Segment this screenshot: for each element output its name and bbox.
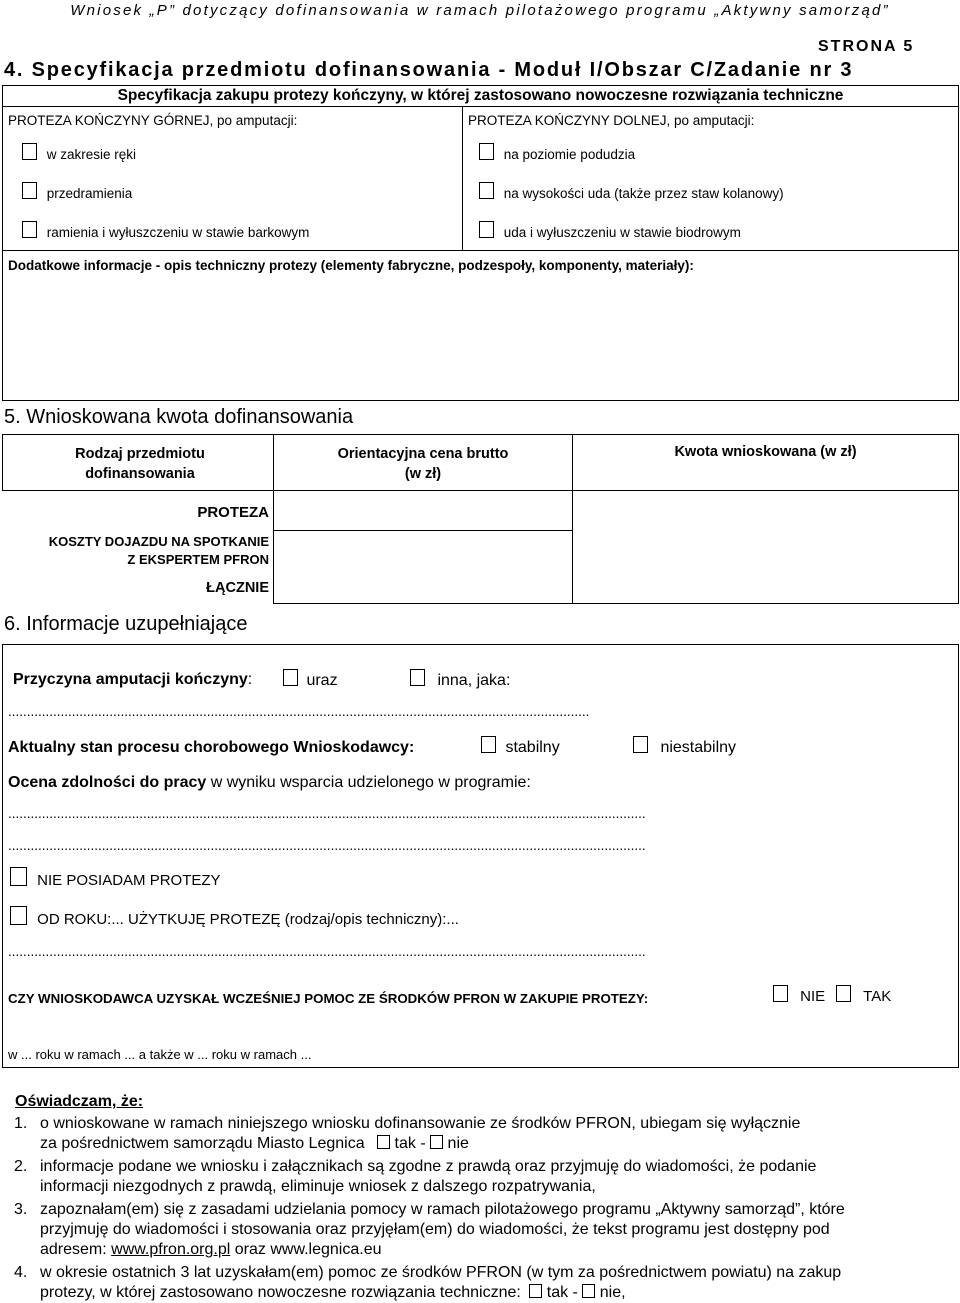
work-ability-dots-1[interactable]: .......................................................................................................................................................................... bbox=[8, 806, 646, 821]
amount-right-border bbox=[958, 434, 959, 604]
checkbox[interactable] bbox=[773, 985, 788, 1002]
row-prosthesis: PROTEZA bbox=[197, 504, 269, 521]
checkbox[interactable] bbox=[836, 985, 851, 1002]
section5-title: 5. Wnioskowana kwota dofinansowania bbox=[4, 406, 354, 428]
amount-bottom-line bbox=[273, 603, 959, 604]
checkbox[interactable] bbox=[10, 906, 27, 925]
amputation-cause-row: Przyczyna amputacji kończyny: bbox=[13, 671, 253, 688]
checkbox[interactable] bbox=[582, 1284, 595, 1298]
checkbox[interactable] bbox=[22, 221, 37, 238]
pfron-no-option[interactable]: NIE bbox=[773, 985, 825, 1005]
declaration-item-4: 4. w okresie ostatnich 3 lat uzyskałam(em) pomoc ze środków PFRON (w tym za pośrednictwem powiatu) na zakup protezy, w której zastosowano nowoczesne rozwiązania techniczne: tak - nie, bbox=[14, 1264, 842, 1301]
lower-option-shin[interactable]: na poziomie podudzia bbox=[479, 143, 635, 162]
stable-option[interactable]: stabilny bbox=[481, 736, 560, 757]
spec-subtitle: Specyfikacja zakupu protezy kończyny, w której zastosowano nowoczesne rozwiązania techniczne bbox=[117, 87, 844, 104]
checkbox[interactable] bbox=[479, 182, 494, 199]
lower-option-thigh[interactable]: na wysokości uda (także przez staw kolanowy) bbox=[479, 182, 784, 201]
col-type-header: Rodzaj przedmiotu dofinansowania bbox=[75, 446, 205, 482]
col-price-header: Orientacyjna cena brutto (w zł) bbox=[337, 446, 509, 482]
cause-other-dots[interactable]: ........................................................................................................................................................... bbox=[8, 704, 590, 719]
checkbox[interactable] bbox=[479, 221, 494, 238]
section4-title: 4. Specyfikacja przedmiotu dofinansowania - Moduł I/Obszar C/Zadanie nr 3 bbox=[4, 59, 854, 81]
unstable-option[interactable]: niestabilny bbox=[633, 736, 736, 757]
checkbox[interactable] bbox=[283, 669, 298, 686]
disease-state-label: Aktualny stan procesu chorobowego Wnioskodawcy: bbox=[8, 739, 415, 756]
pfron-yes-option[interactable]: TAK bbox=[836, 985, 891, 1005]
no-prosthesis-option[interactable]: NIE POSIADAM PROTEZY bbox=[10, 867, 221, 889]
previous-aid-line[interactable]: w ... roku w ramach ... a także w ... roku w ramach ... bbox=[8, 1047, 312, 1062]
checkbox[interactable] bbox=[479, 143, 494, 160]
cause-other-option[interactable]: inna, jaka: bbox=[410, 669, 510, 690]
pfron-question: CZY WNIOSKODAWCA UZYSKAŁ WCZEŚNIEJ POMOC ZE ŚRODKÓW PFRON W ZAKUPIE PROTEZY: bbox=[8, 991, 649, 1006]
since-year-option[interactable]: OD ROKU:... UŻYTKUJĘ PROTEZĘ (rodzaj/opis techniczny):... bbox=[10, 906, 459, 928]
declaration-item-3: 3. zapoznałam(em) się z zasadami udzielania pomocy w ramach pilotażowego programu „Aktywny samorząd”, które przyjmuję do wiadomości i stosowania oraz przyjęłam(em) do wiadomości, że tekst programu jest dostępny pod adresem: www.pfron.org.pl oraz www.legnica.eu bbox=[14, 1201, 845, 1258]
page-label: STRONA 5 bbox=[818, 38, 915, 55]
upper-limb-heading: PROTEZA KOŃCZYNY GÓRNEJ, po amputacji: bbox=[8, 113, 298, 128]
checkbox[interactable] bbox=[22, 143, 37, 160]
lower-limb-heading: PROTEZA KOŃCZYNY DOLNEJ, po amputacji: bbox=[468, 113, 755, 128]
checkbox[interactable] bbox=[377, 1135, 390, 1149]
declaration-item-2: 2. informacje podane we wniosku i załącznikach są zgodne z prawdą oraz przyjmuję do wiadomości, że podanie informacji niezgodnych z prawdą, eliminuje wniosek z dalszego rozpatrywania, bbox=[14, 1158, 817, 1195]
checkbox[interactable] bbox=[481, 736, 496, 753]
checkbox[interactable] bbox=[633, 736, 648, 753]
spec-col-divider bbox=[462, 106, 463, 250]
prosthesis-desc-dots[interactable]: .......................................................................................................................................................................... bbox=[8, 944, 646, 959]
pfron-link[interactable]: www.pfron.org.pl bbox=[111, 1241, 231, 1258]
amount-row-line bbox=[273, 530, 573, 531]
additional-info-field[interactable] bbox=[8, 278, 953, 396]
running-header: Wniosek „P” dotyczący dofinansowania w ramach pilotażowego programu „Aktywny samorząd” bbox=[70, 2, 890, 19]
col-amount-header: Kwota wnioskowana (w zł) bbox=[674, 444, 857, 460]
upper-option-arm[interactable]: ramienia i wyłuszczeniu w stawie barkowym bbox=[22, 221, 309, 240]
cause-injury-option[interactable]: uraz bbox=[283, 669, 338, 690]
work-ability-label: Ocena zdolności do pracy w wyniku wsparcia udzielonego w programie: bbox=[8, 774, 531, 791]
spec-row-line-1 bbox=[2, 106, 959, 107]
declaration-item-1: 1. o wnioskowane w ramach niniejszego wniosku dofinansowanie ze środków PFRON, ubiegam się wyłącznie za pośrednictwem samorządu Miasto Legnica tak - nie bbox=[14, 1115, 801, 1152]
additional-info-label: Dodatkowe informacje - opis techniczny protezy (elementy fabryczne, podzespoły, komponenty, materiały): bbox=[8, 258, 694, 273]
checkbox[interactable] bbox=[22, 182, 37, 199]
lower-option-hip[interactable]: uda i wyłuszczeniu w stawie biodrowym bbox=[479, 221, 741, 240]
spec-row-line-2 bbox=[2, 250, 959, 251]
declaration-title: Oświadczam, że: bbox=[15, 1093, 144, 1110]
checkbox[interactable] bbox=[430, 1135, 443, 1149]
upper-option-forearm[interactable]: przedramienia bbox=[22, 182, 132, 201]
row-total: ŁĄCZNIE bbox=[206, 580, 269, 596]
work-ability-dots-2[interactable]: .......................................................................................................................................................................... bbox=[8, 838, 646, 853]
checkbox[interactable] bbox=[10, 867, 27, 886]
row-travel-costs-1: KOSZTY DOJAZDU NA SPOTKANIE bbox=[48, 534, 269, 549]
checkbox[interactable] bbox=[529, 1284, 542, 1298]
checkbox[interactable] bbox=[410, 669, 425, 686]
section6-title: 6. Informacje uzupełniające bbox=[4, 613, 248, 635]
upper-option-hand[interactable]: w zakresie ręki bbox=[22, 143, 136, 162]
row-travel-costs-2: Z EKSPERTEM PFRON bbox=[127, 552, 269, 567]
